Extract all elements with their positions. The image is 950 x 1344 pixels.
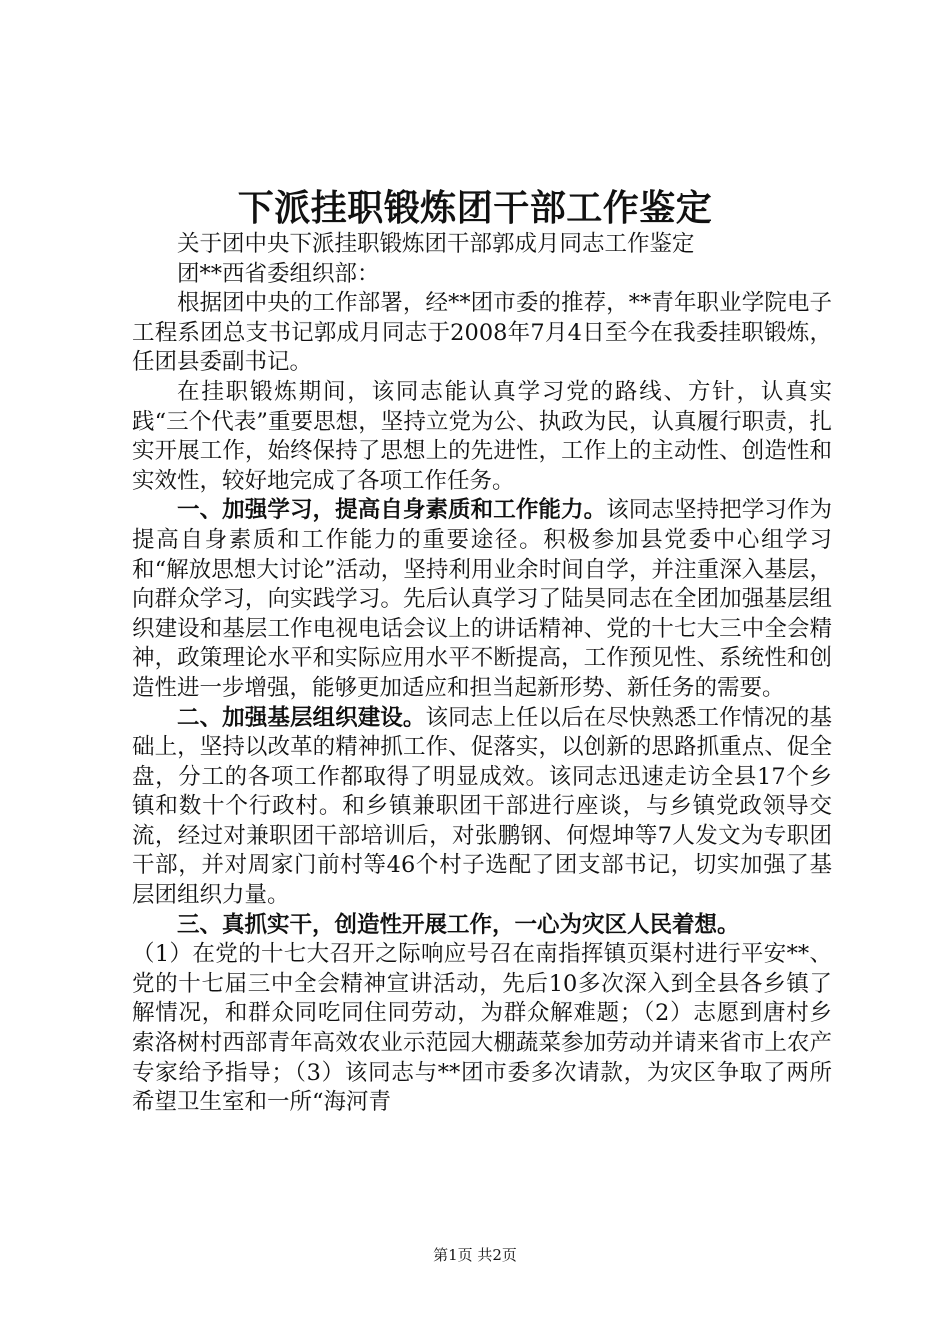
paragraph-intro: 根据团中央的工作部署，经**团市委的推荐，**青年职业学院电子工程系团总支书记郭成月同志于2008年7月4日至今在我委挂职锻炼，任团县委副书记。	[132, 290, 832, 376]
section-2-heading: 二、加强基层组织建设。	[177, 704, 426, 731]
section-1	[132, 496, 832, 703]
section-3-heading-line	[132, 911, 832, 941]
section-2	[132, 704, 832, 911]
paragraph-summary: 在挂职锻炼期间，该同志能认真学习党的路线、方针，认真实践“三个代表”重要思想，坚持立党为公、执政为民，认真履行职责，扎实开展工作，始终保持了思想上的先进性，工作上的主动性、创造性和实效性，较好地完成了各项工作任务。	[132, 378, 832, 494]
page-footer: 第1页 共2页	[433, 1246, 517, 1264]
section-2-text: 该同志上任以后在尽快熟悉工作情况的基础上，坚持以改革的精神抓工作、促落实，以创新的思路抓重点、促全盘，分工的各项工作都取得了明显成效。该同志迅速走访全县17个乡镇和数十个行政村。和乡镇兼职团干部进行座谈，与乡镇党政领导交流，经过对兼职团干部培训后，对张鹏钢、何煜坤等7人发文为专职团干部，并对周家门前村等46个村子选配了团支部书记，切实加强了基层团组织力量。	[132, 704, 832, 909]
section-3-text: （1）在党的十七大召开之际响应号召在南指挥镇页渠村进行平安**、党的十七届三中全会精神宣讲活动，先后10多次深入到全县各乡镇了解情况，和群众同吃同住同劳动，为群众解难题；（2）志愿到唐村乡索洛树村西部青年高效农业示范园大棚蔬菜参加劳动并请来省市上农产专家给予指导；（3）该同志与**团市委多次请款，为灾区争取了两所希望卫生室和一所“海河青	[132, 941, 832, 1116]
document-body	[132, 230, 832, 1118]
recipient-line: 团**西省委组织部：	[177, 260, 380, 287]
section-1-text: 该同志坚持把学习作为提高自身素质和工作能力的重要途径。积极参加县党委中心组学习和“解放思想大讨论”活动，坚持利用业余时间自学，并注重深入基层，向群众学习，向实践学习。先后认真学习了陆昊同志在全团加强基层组织建设和基层工作电视电话会议上的讲话精神、党的十七大三中全会精神，政策理论水平和实际应用水平不断提高，工作预见性、系统性和创造性进一步增强，能够更加适应和担当起新形势、新任务的需要。	[132, 497, 832, 701]
document-title: 下派挂职锻炼团干部工作鉴定	[237, 187, 713, 229]
document-subtitle: 关于团中央下派挂职锻炼团干部郭成月同志工作鉴定	[177, 231, 695, 257]
section-1-heading: 一、加强学习，提高自身素质和工作能力。	[177, 497, 607, 524]
section-3-heading: 三、真抓实干，创造性开展工作，一心为灾区人民着想。	[177, 911, 740, 938]
